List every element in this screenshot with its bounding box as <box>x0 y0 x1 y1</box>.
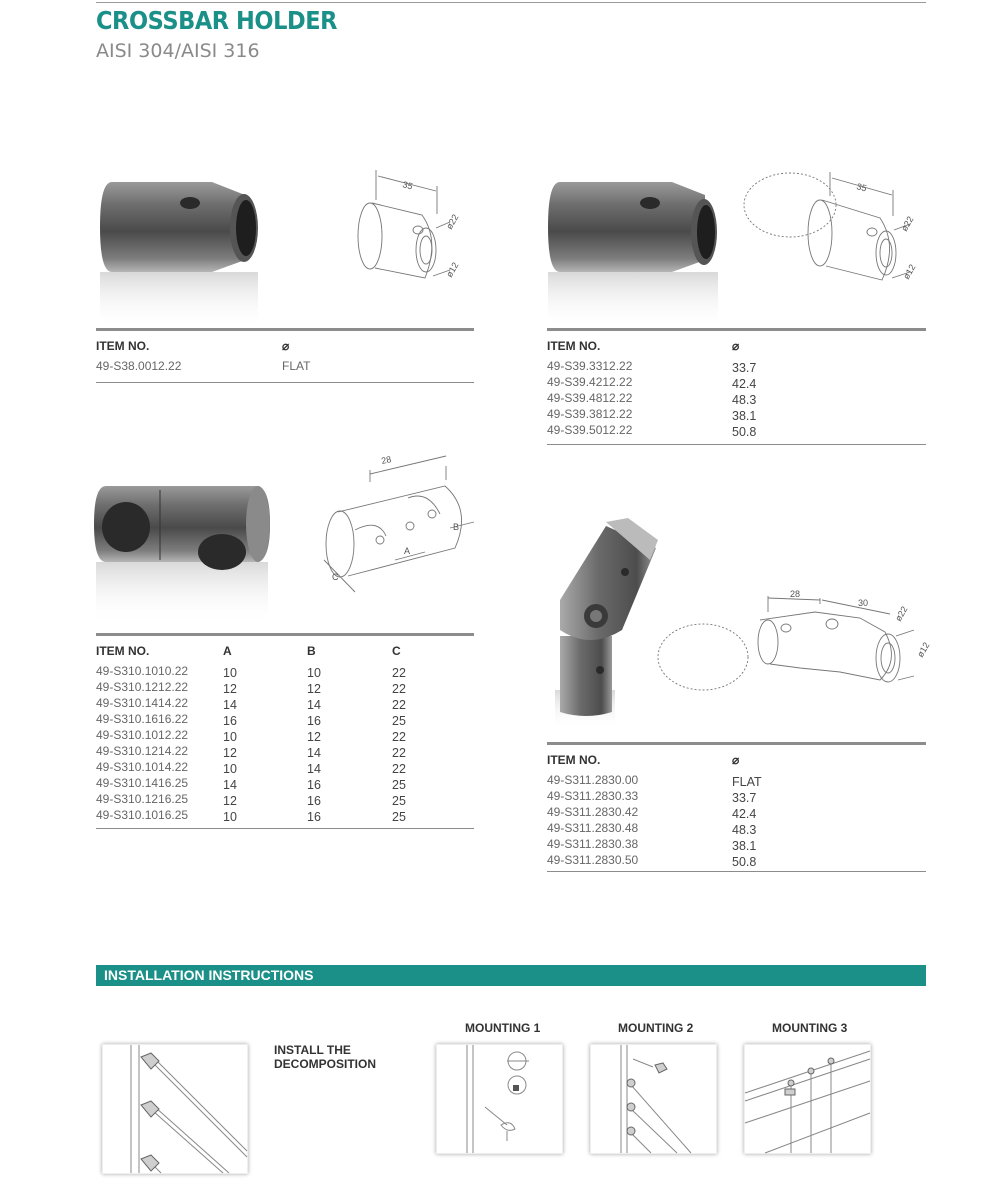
item-number: 49-S39.3812.22 <box>547 407 633 421</box>
item-number: 49-S311.2830.48 <box>547 821 639 835</box>
value-a: 10 <box>223 810 237 824</box>
table-row <box>96 792 474 808</box>
value-c: 22 <box>392 698 406 712</box>
value-a: 10 <box>223 730 237 744</box>
diameter: 42.4 <box>732 377 757 391</box>
value-a: 12 <box>223 746 237 760</box>
p2-dim-12: ø12 <box>901 262 918 281</box>
table-header <box>96 337 474 359</box>
table-row <box>96 808 474 824</box>
table-row <box>547 391 926 407</box>
diameter: 33.7 <box>732 791 757 805</box>
value-a: 14 <box>223 698 237 712</box>
item-number: 49-S310.1010.22 <box>96 664 189 678</box>
mounting-3-illustration <box>744 1044 871 1154</box>
col-c: C <box>392 644 401 658</box>
page-subtitle: AISI 304/AISI 316 <box>96 40 260 62</box>
value-c: 22 <box>392 730 406 744</box>
table-row <box>547 773 926 789</box>
item-number: 49-S310.1214.22 <box>96 744 189 758</box>
table-row <box>547 375 926 391</box>
table-row <box>96 760 474 776</box>
item-number: 49-S310.1216.25 <box>96 792 189 806</box>
value-a: 10 <box>223 762 237 776</box>
mounting-2-illustration <box>590 1044 717 1154</box>
item-number: 49-S310.1016.25 <box>96 808 189 822</box>
value-b: 14 <box>307 698 321 712</box>
diameter: 33.7 <box>732 361 757 375</box>
p3-dim-b: B <box>453 522 460 532</box>
product-4-drawing <box>658 596 914 690</box>
product-3-drawing <box>324 456 474 592</box>
product-3-photo <box>94 486 270 624</box>
col-diameter: ⌀ <box>732 339 740 353</box>
product-2-table <box>547 328 926 445</box>
item-number: 49-S311.2830.33 <box>547 789 639 803</box>
item-number: 49-S311.2830.38 <box>547 837 639 851</box>
p3-dim-28: 28 <box>380 454 393 466</box>
product-1-table <box>96 328 474 383</box>
p2-dim-22: ø22 <box>899 214 916 233</box>
item-number: 49-S311.2830.42 <box>547 805 639 819</box>
table-row <box>96 664 474 680</box>
table-row <box>96 680 474 696</box>
item-number: 49-S310.1012.22 <box>96 728 189 742</box>
install-text: INSTALL THE DECOMPOSITION <box>274 1043 377 1071</box>
item-number: 49-S310.1212.22 <box>96 680 189 694</box>
col-a: A <box>223 644 232 658</box>
value-c: 22 <box>392 666 406 680</box>
table-row <box>96 712 474 728</box>
p2-dim-35: 35 <box>855 181 868 194</box>
mounting-2-label: MOUNTING 2 <box>618 1021 694 1035</box>
value-a: 10 <box>223 666 237 680</box>
p1-dim-22: ø22 <box>444 212 461 231</box>
value-b: 14 <box>307 746 321 760</box>
p1-dim-35: 35 <box>401 179 414 192</box>
table-header <box>547 751 926 773</box>
col-item-no: ITEM NO. <box>96 644 150 658</box>
mounting-1-illustration <box>436 1044 563 1154</box>
p4-dim-28: 28 <box>790 589 801 599</box>
col-diameter: ⌀ <box>732 753 740 767</box>
product-4-photo <box>555 518 658 730</box>
table-row <box>96 744 474 760</box>
value-c: 25 <box>392 778 406 792</box>
item-number: 49-S39.5012.22 <box>547 423 633 437</box>
p3-dim-a: A <box>404 546 411 556</box>
col-item-no: ITEM NO. <box>96 339 150 353</box>
page-title: CROSSBAR HOLDER <box>96 6 338 35</box>
table-row <box>547 359 926 375</box>
item-number: 49-S39.3312.22 <box>547 359 633 373</box>
item-number: 49-S310.1616.22 <box>96 712 189 726</box>
diameter: 48.3 <box>732 823 757 837</box>
value-a: 12 <box>223 794 237 808</box>
item-number: 49-S310.1414.22 <box>96 696 189 710</box>
table-row <box>96 728 474 744</box>
diameter: 50.8 <box>732 425 757 439</box>
diameter: 42.4 <box>732 807 757 821</box>
col-b: B <box>307 644 316 658</box>
item-number: 49-S38.0012.22 <box>96 359 182 373</box>
table-row <box>547 805 926 821</box>
value-a: 16 <box>223 714 237 728</box>
p4-dim-22: ø22 <box>893 604 910 623</box>
p4-dim-12: ø12 <box>915 640 932 659</box>
installation-banner <box>96 965 926 986</box>
diameter: 38.1 <box>732 409 757 423</box>
value-b: 12 <box>307 682 321 696</box>
p4-dim-30: 30 <box>858 598 869 608</box>
value-c: 22 <box>392 746 406 760</box>
item-number: 49-S310.1014.22 <box>96 760 189 774</box>
table-row <box>547 837 926 853</box>
table-row <box>96 776 474 792</box>
mounting-3-label: MOUNTING 3 <box>772 1021 848 1035</box>
table-row <box>547 407 926 423</box>
diameter: 38.1 <box>732 839 757 853</box>
col-item-no: ITEM NO. <box>547 339 601 353</box>
product-3-table <box>96 633 474 829</box>
value-b: 16 <box>307 794 321 808</box>
value-b: 12 <box>307 730 321 744</box>
product-4-table <box>547 742 926 872</box>
diameter: FLAT <box>732 775 762 789</box>
product-2-photo <box>548 182 718 328</box>
diameter: 48.3 <box>732 393 757 407</box>
item-number: 49-S310.1416.25 <box>96 776 189 790</box>
value-a: 14 <box>223 778 237 792</box>
value-b: 16 <box>307 810 321 824</box>
table-row <box>96 696 474 712</box>
value-c: 25 <box>392 714 406 728</box>
col-item-no: ITEM NO. <box>547 753 601 767</box>
table-row <box>547 821 926 837</box>
table-row <box>96 359 474 375</box>
item-number: 49-S39.4812.22 <box>547 391 633 405</box>
table-row <box>547 423 926 439</box>
value-c: 25 <box>392 794 406 808</box>
diameter: 50.8 <box>732 855 757 869</box>
value-c: 22 <box>392 762 406 776</box>
table-header <box>547 337 926 359</box>
p3-dim-c: C <box>332 572 339 582</box>
product-2-drawing <box>744 172 910 280</box>
table-row <box>547 789 926 805</box>
mounting-1-label: MOUNTING 1 <box>465 1021 541 1035</box>
table-row <box>547 853 926 869</box>
item-number: 49-S311.2830.00 <box>547 773 639 787</box>
value-b: 14 <box>307 762 321 776</box>
item-number: 49-S39.4212.22 <box>547 375 633 389</box>
p1-dim-12: ø12 <box>444 260 461 279</box>
diameter: FLAT <box>282 359 311 373</box>
installation-banner-label: INSTALLATION INSTRUCTIONS <box>104 967 314 983</box>
table-header <box>96 642 474 664</box>
item-number: 49-S311.2830.50 <box>547 853 639 867</box>
value-c: 22 <box>392 682 406 696</box>
product-1-photo <box>100 182 258 328</box>
value-b: 16 <box>307 714 321 728</box>
value-b: 16 <box>307 778 321 792</box>
value-b: 10 <box>307 666 321 680</box>
value-c: 25 <box>392 810 406 824</box>
col-diameter: ⌀ <box>282 339 290 353</box>
value-a: 12 <box>223 682 237 696</box>
install-illustration <box>102 1044 248 1174</box>
